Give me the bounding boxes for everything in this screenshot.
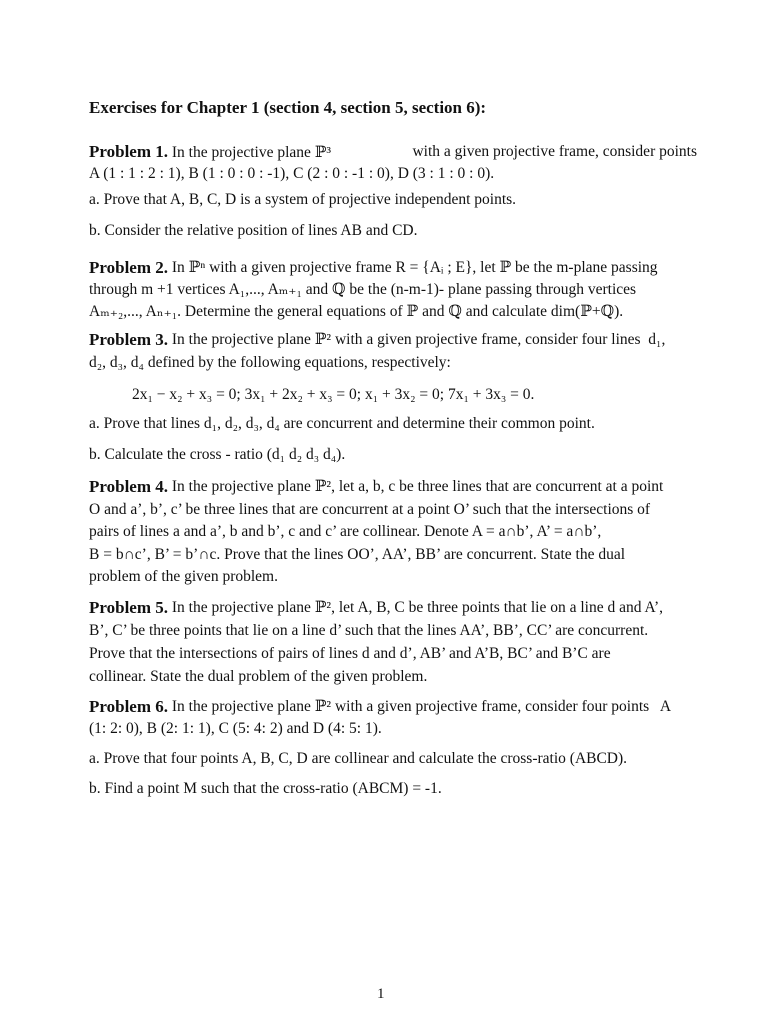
problem-6-line-2: (1: 2: 0), B (2: 1: 1), C (5: 4: 2) and D (4: 5: 1).: [89, 720, 382, 737]
problem-1-part-a: a. Prove that A, B, C, D is a system of projective independent points.: [89, 191, 517, 208]
problem-4-line-2: O and a’, b’, c’ be three lines that are concurrent at a point O’ such that the intersections of: [89, 500, 651, 518]
page-number: 1: [377, 986, 385, 1002]
problem-4-line-4: B = b∩c’, B’ = b’∩c. Prove that the lines OO’, AA’, BB’ are concurrent. State the dual: [89, 545, 626, 563]
problem-3-part-a: a. Prove that lines d₁, d₂, d₃, d₄ are concurrent and determine their common point.: [89, 415, 595, 432]
problem-4-line-5: problem of the given problem.: [89, 568, 278, 585]
problem-4: [89, 476, 697, 589]
problem-3: [89, 328, 697, 374]
problem-3-label: Problem 3.: [89, 330, 169, 349]
problem-2-line-3: Aₘ₊₂,..., Aₙ₊₁. Determine the general equations of ℙ and ℚ and calculate dim(ℙ+ℚ).: [89, 303, 624, 320]
problem-2-line-2: through m +1 vertices A₁,..., Aₘ₊₁ and ℚ be the (n-m-1)- plane passing through vertices: [89, 281, 637, 298]
problem-2: [89, 257, 697, 323]
problem-1-line-2: A (1 : 1 : 2 : 1), B (1 : 0 : 0 : -1), C (2 : 0 : -1 : 0), D (3 : 1 : 0 : 0).: [89, 165, 495, 182]
problem-3-line-1: Problem 3. In the projective plane ℙ² with a given projective frame, consider four lines d₁,: [89, 330, 666, 349]
problem-6-part-a: a. Prove that four points A, B, C, D are collinear and calculate the cross-ratio (ABCD).: [89, 750, 628, 767]
problem-6-line-1: Problem 6. In the projective plane ℙ² with a given projective frame, consider four points A: [89, 697, 672, 716]
problem-4-line-3: pairs of lines a and a’, b and b’, c and c’ are collinear. Denote A = a∩b’, A’ = a∩b’,: [89, 523, 602, 540]
problem-3-part-b: b. Calculate the cross - ratio (d₁ d₂ d₃ d₄).: [89, 446, 346, 463]
problem-3-equations: 2x₁ − x₂ + x₃ = 0; 3x₁ + 2x₂ + x₃ = 0; x₁ + 3x₂ = 0; 7x₁ + 3x₃ = 0.: [132, 386, 535, 403]
problem-5-label: Problem 5.: [89, 598, 169, 617]
problem-2-line-1: Problem 2. In ℙⁿ with a given projective frame R = {Aᵢ ; E}, let ℙ be the m-plane passing: [89, 258, 658, 277]
problem-1: [89, 141, 697, 184]
problem-1-label: Problem 1.: [89, 142, 169, 161]
page-title: Exercises for Chapter 1 (section 4, section 5, section 6):: [89, 98, 487, 117]
problem-5-line-1: Problem 5. In the projective plane ℙ², let A, B, C be three points that lie on a line d and A’,: [89, 598, 663, 617]
problem-4-label: Problem 4.: [89, 477, 169, 496]
problem-1-part-b: b. Consider the relative position of lines AB and CD.: [89, 222, 418, 239]
problem-6-label: Problem 6.: [89, 697, 169, 716]
problem-3-line-2: d₂, d₃, d₄ defined by the following equations, respectively:: [89, 354, 451, 371]
problem-5-line-3: Prove that the intersections of pairs of lines d and d’, AB’ and A’B, BC’ and B’C are: [89, 645, 611, 662]
problem-6-part-b: b. Find a point M such that the cross-ratio (ABCM) = -1.: [89, 780, 442, 797]
problem-1-line-1: Problem 1. In the projective plane ℙ³ with a given projective frame, consider points: [89, 142, 697, 161]
problem-5-line-4: collinear. State the dual problem of the given problem.: [89, 668, 428, 685]
problem-5-line-2: B’, C’ be three points that lie on a line d’ such that the lines AA’, BB’, CC’ are concurrent.: [89, 622, 649, 639]
problem-2-label: Problem 2.: [89, 258, 169, 277]
problem-4-line-1: Problem 4. In the projective plane ℙ², let a, b, c be three lines that are concurrent at a point: [89, 476, 697, 499]
problem-6: [89, 696, 697, 740]
problem-5: [89, 596, 697, 688]
